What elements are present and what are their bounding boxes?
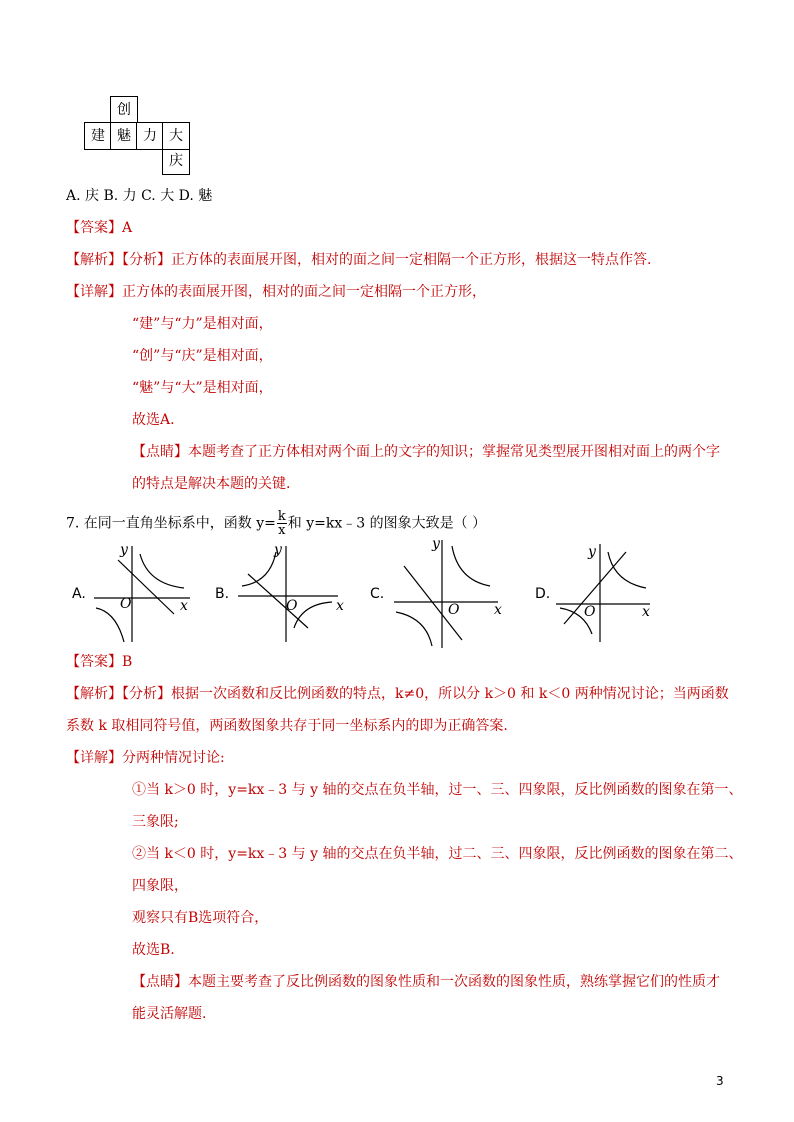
net-cell-top bbox=[110, 96, 138, 123]
net-cell-row1 bbox=[84, 122, 111, 150]
q7-choose: 故选B. bbox=[132, 942, 175, 958]
fraction-denominator: x bbox=[278, 523, 286, 538]
q6-pair-3: “魅”与“大”是相对面， bbox=[132, 380, 273, 396]
comment-tag: 【点睛】 bbox=[132, 974, 188, 990]
net-char: 大 bbox=[169, 128, 183, 144]
net-char: 创 bbox=[117, 102, 131, 118]
x-axis-label: x bbox=[494, 602, 502, 618]
q7-stem bbox=[66, 510, 486, 537]
comment-text: 本题主要考查了反比例函数的图象性质和一次函数的图象性质，熟练掌握它们的性质才 bbox=[188, 974, 720, 990]
comment-tag: 【点睛】 bbox=[132, 444, 188, 460]
hyperbola-branch bbox=[396, 612, 432, 646]
q6-choose: 故选A. bbox=[132, 412, 175, 428]
cube-net-figure bbox=[84, 96, 194, 176]
x-axis-label: x bbox=[336, 598, 344, 614]
q7-analysis bbox=[66, 684, 729, 704]
x-axis-label: x bbox=[642, 604, 650, 620]
q7-stem-suffix: 和 y=kx﹣3 的图象大致是（ ） bbox=[287, 515, 487, 532]
graph-label-a: A. bbox=[72, 586, 86, 602]
net-cell-row1 bbox=[136, 122, 163, 150]
q7-comment bbox=[132, 972, 720, 992]
q7-analysis-line2: 系数 k 取相同符号值，两函数图象共存于同一坐标系内的即为正确答案. bbox=[66, 718, 508, 734]
hyperbola-branch bbox=[294, 602, 332, 628]
analysis-text: 根据一次函数和反比例函数的特点，k≠0，所以分 k＞0 和 k＜0 两种情况讨论；当两函数 bbox=[171, 686, 729, 702]
y-axis-label: y bbox=[588, 544, 596, 560]
fraction-k-over-x bbox=[277, 510, 287, 537]
origin-label: O bbox=[120, 596, 132, 612]
answer-tag: 【答案】 bbox=[66, 220, 122, 236]
origin-label: O bbox=[584, 604, 596, 620]
q7-case1-line2: 三象限; bbox=[132, 814, 179, 830]
q6-analysis bbox=[66, 250, 651, 270]
answer-tag: 【答案】 bbox=[66, 654, 122, 670]
net-cell-bottom bbox=[162, 148, 190, 175]
analysis-tag: 【解析】【分析】 bbox=[66, 252, 171, 268]
y-axis-label: y bbox=[120, 542, 128, 558]
net-char: 魅 bbox=[117, 128, 131, 144]
analysis-tag: 【解析】【分析】 bbox=[66, 686, 171, 702]
detail-text: 正方体的表面展开图，相对的面之间一定相隔一个正方形， bbox=[122, 284, 486, 300]
detail-text: 分两种情况讨论: bbox=[122, 750, 225, 766]
comment-text: 本题考查了正方体相对两个面上的文字的知识；掌握常见类型展开图相对面上的两个字 bbox=[188, 444, 720, 460]
hyperbola-branch bbox=[452, 546, 490, 586]
hyperbola-branch bbox=[608, 552, 646, 588]
origin-label: O bbox=[286, 598, 298, 614]
q6-comment bbox=[132, 442, 720, 462]
graph-label-b: B. bbox=[215, 586, 230, 602]
q7-case2-line1: ②当 k＜0 时，y=kx﹣3 与 y 轴的交点在负半轴，过二、三、四象限，反比例函数的图象在第二、 bbox=[132, 846, 743, 862]
hyperbola-branch bbox=[140, 554, 184, 588]
q7-observe: 观察只有B选项符合， bbox=[132, 910, 269, 926]
answer-value: B bbox=[122, 654, 133, 670]
y-axis-label: y bbox=[274, 542, 282, 558]
x-axis-label: x bbox=[180, 598, 188, 614]
net-char: 建 bbox=[91, 128, 105, 144]
graph-a bbox=[88, 538, 198, 648]
q7-case1-line1: ①当 k＞0 时，y=kx﹣3 与 y 轴的交点在负半轴，过一、三、四象限，反比例函数的图象在第一、 bbox=[132, 782, 743, 798]
q6-answer bbox=[66, 218, 132, 238]
hyperbola-branch bbox=[96, 608, 124, 642]
graph-label-d: D. bbox=[535, 586, 551, 602]
analysis-text: 正方体的表面展开图，相对的面之间一定相隔一个正方形，根据这一特点作答. bbox=[171, 252, 652, 268]
q7-case2-line2: 四象限， bbox=[132, 878, 188, 894]
graph-label-c: C. bbox=[370, 586, 385, 602]
q6-detail bbox=[66, 282, 486, 302]
graph-b bbox=[232, 538, 348, 648]
graph-d bbox=[552, 538, 656, 648]
y-axis-label: y bbox=[432, 536, 440, 552]
q6-pair-1: “建”与“力”是相对面， bbox=[132, 316, 273, 332]
detail-tag: 【详解】 bbox=[66, 750, 122, 766]
q7-comment-line2: 能灵活解题. bbox=[132, 1006, 207, 1022]
net-char: 力 bbox=[143, 128, 157, 144]
q7-answer bbox=[66, 652, 132, 672]
answer-value: A bbox=[122, 220, 133, 236]
net-cell-row1 bbox=[110, 122, 137, 150]
fraction-numerator: k bbox=[277, 509, 286, 524]
linear-graph bbox=[248, 574, 308, 628]
graph-c bbox=[390, 536, 506, 660]
q6-options: A. 庆 B. 力 C. 大 D. 魅 bbox=[66, 188, 213, 204]
page-number: 3 bbox=[716, 1074, 724, 1088]
net-char: 庆 bbox=[169, 153, 183, 169]
origin-label: O bbox=[448, 602, 460, 618]
detail-tag: 【详解】 bbox=[66, 284, 122, 300]
hyperbola-branch bbox=[242, 552, 276, 586]
q7-stem-prefix: 7. 在同一直角坐标系中，函数 y= bbox=[66, 515, 276, 532]
q6-pair-2: “创”与“庆”是相对面， bbox=[132, 348, 273, 364]
q6-comment-line2: 的特点是解决本题的关键. bbox=[132, 476, 291, 492]
q7-detail bbox=[66, 748, 225, 768]
net-cell-row1 bbox=[162, 122, 190, 150]
